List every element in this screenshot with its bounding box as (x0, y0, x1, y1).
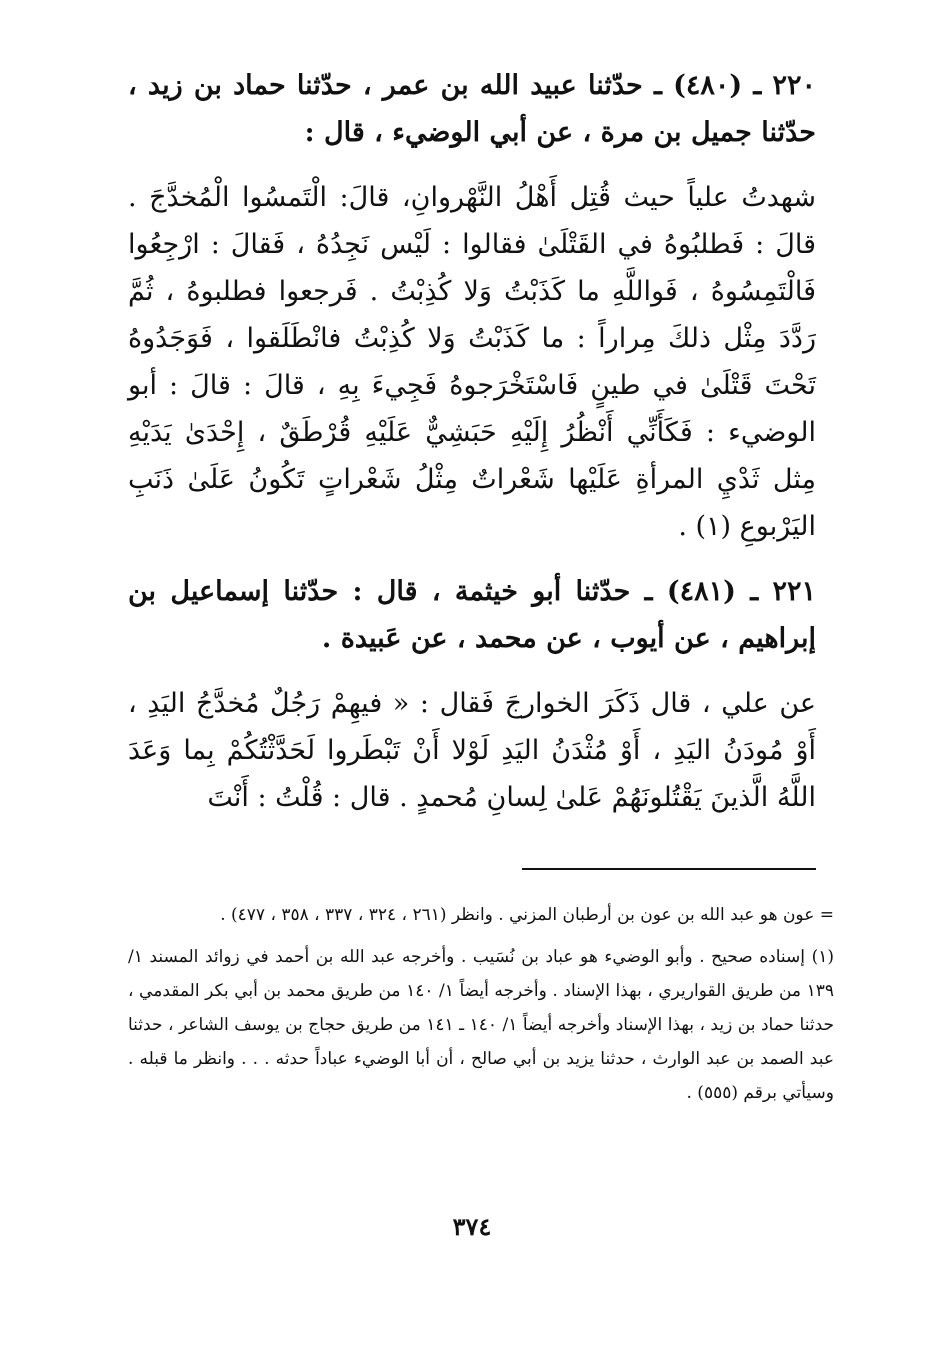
hadith-481-matn: عن علي ، قال ذَكَرَ الخوارجَ فَقال : « فيهِمْ رَجُلٌ مُخدَّجُ اليَدِ ، أَوْ مُودَنُ اليَدِ ، أَوْ مُثْدَنُ اليَدِ لَوْلا أَنْ تَبْطَروا لَحَدَّثْتُكُمْ بِما وَعَدَ اللَّهُ الَّذينَ يَقْتُلونَهُمْ عَلىٰ لِسانِ مُحمدٍ . قال : قُلْتُ : أَنْتَ (128, 688, 816, 813)
hadith-481-isnad: ٢٢١ ـ (٤٨١) ـ حدّثنا أبو خيثمة ، قال : حدّثنا إسماعيل بن إبراهيم ، عن أيوب ، عن محمد ، عن عَبيدة . (128, 576, 816, 654)
hadith-481 (128, 568, 816, 662)
footnote-divider (522, 868, 816, 870)
hadith-480-matn: شهدتُ علياً حيث قُتِل أَهْلُ النَّهْروانِ، قالَ: الْتَمسُوا الْمُخدَّجَ . قالَ : فَطلبُوهُ في القَتْلَىٰ فقالوا : لَيْس نَجِدُهُ ، فَقالَ : ارْجِعُوا فَالْتَمِسُوهُ ، فَواللَّهِ ما كَذَبْتُ وَلا كُذِبْتُ . فَرجعوا فطلبوهُ ، ثُمَّ رَدَّدَ مِثْل ذلكَ مِراراً : ما كَذَبْتُ وَلا كُذِبْتُ فانْطَلَقوا ، فَوَجَدُوهُ تَحْتَ قَتْلَىٰ في طينٍ فَاسْتَخْرَجوهُ فَجِيءَ بِهِ ، قالَ : قالَ : أبو الوضيء : فَكَأَنِّي أَنْظُرُ إِلَيْهِ حَبَشِيٌّ عَلَيْهِ قُرْطَقٌ ، إِحْدَىٰ يَدَيْهِ مِثل ثَدْيِ المرأةِ عَلَيْها شَعْراتٌ مِثْلُ شَعْراتٍ تَكُونُ عَلَىٰ ذَنَبِ اليَرْبوعِ (١) . (128, 182, 816, 542)
main-text (128, 62, 816, 839)
footnotes (128, 898, 834, 1118)
footnote-continuation: = عون هو عبد الله بن عون بن أرطبان المزني . وانظر (٢٦١ ، ٣٢٤ ، ٣٣٧ ، ٣٥٨ ، ٤٧٧) . (220, 905, 834, 925)
hadith-480 (128, 62, 816, 156)
hadith-480-text (128, 174, 816, 550)
hadith-481-text (128, 680, 816, 821)
hadith-480-isnad: ٢٢٠ ـ (٤٨٠) ـ حدّثنا عبيد الله بن عمر ، حدّثنا حماد بن زيد ، حدّثنا جميل بن مرة ، عن أبي الوضيء ، قال : (128, 70, 816, 148)
page-number: ٣٧٤ (452, 1212, 492, 1241)
footnote-1: (١) إسناده صحيح . وأبو الوضيء هو عباد بن نُسَيب . وأخرجه عبد الله بن أحمد في زوائد المسند ١/ ١٣٩ من طريق القواريري ، بهذا الإسناد . وأخرجه أيضاً ١/ ١٤٠ من طريق محمد بن أبي بكر المقدمي ، حدثنا حماد بن زيد ، بهذا الإسناد وأخرجه أيضاً ١/ ١٤٠ ـ ١٤١ من طريق حجاج بن يوسف الشاعر ، حدثنا عبد الصمد بن عبد الوارث ، حدثنا يزيد بن أبي صالح ، أن أبا الوضيء عباداً حدثه . . . وانظر ما قبله . وسيأتي برقم (٥٥٥) . (128, 947, 835, 1103)
